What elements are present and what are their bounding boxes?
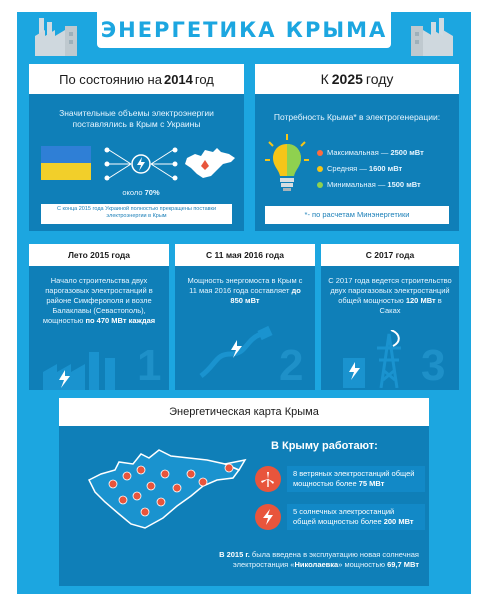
bottom-year: В 2015 г. (219, 550, 250, 559)
stage-3-text (327, 276, 453, 316)
stage-2-text (183, 276, 307, 306)
panel-2025-header (255, 64, 459, 94)
title-bar (97, 12, 391, 48)
share-prefix: около (122, 188, 145, 197)
stage-3-body: С 2017 года ведется строительство двух парогазовых электростанций общей мощностью (328, 276, 452, 305)
station-marker (147, 482, 155, 490)
bottom-middle: была введена в эксплуатацию новая солнечная электростанция « (232, 550, 419, 569)
station-marker (199, 478, 207, 486)
level-mid-dot (317, 166, 323, 172)
legend-wind (255, 466, 425, 492)
working-title: В Крыму работают: (271, 440, 378, 452)
share-value: 70% (144, 188, 160, 197)
level-mid (317, 164, 402, 173)
panel-2025-title-year: 2025 (331, 71, 363, 87)
level-min-label: Минимальная — (327, 180, 388, 189)
stage-1-title: Лето 2015 года (67, 250, 131, 260)
panel-2014-body: Значительные объемы электроэнергии поставлялись в Крым с Украины (59, 108, 214, 129)
energy-flow-icon (101, 144, 181, 184)
legend-wind-value: 75 МВт (358, 479, 385, 488)
wind-turbine-icon (255, 466, 281, 492)
panel-2014-title-year: 2014 (163, 71, 193, 87)
map-title: Энергетическая карта Крыма (169, 406, 319, 418)
level-mid-label: Средняя — (327, 164, 369, 173)
ukraine-flag-icon (41, 146, 91, 180)
panel-2025 (255, 64, 459, 231)
bottom-tail: » мощностью (338, 560, 388, 569)
stage-2-title: С 11 мая 2016 года (206, 250, 284, 260)
lightning-icon (255, 504, 281, 530)
legend-solar-text (287, 504, 425, 530)
panel-2014 (29, 64, 244, 231)
station-marker (133, 492, 141, 500)
panel-2025-footnote: *- по расчетам Минэнергетики (265, 206, 449, 224)
stage-card-1 (29, 244, 169, 390)
station-marker (141, 508, 149, 516)
panel-2025-title-suffix: году (365, 71, 394, 87)
panel-2014-title-suffix: год (194, 71, 214, 87)
power-cable-icon (197, 324, 275, 380)
legend-solar-prefix: 5 солнечных электростанций общей мощностью более (293, 507, 395, 526)
transmission-tower-icon (343, 330, 413, 388)
factory-right-icon (409, 16, 453, 56)
station-marker (109, 480, 117, 488)
stage-3-title: С 2017 года (365, 250, 415, 260)
crimea-map-icon (183, 146, 237, 182)
stage-1-body: Начало строительства двух парогазовых электростанций в районе Симферополя и возле Балаклавы (Севастополь), мощностью (42, 276, 153, 325)
stage-card-2 (175, 244, 315, 390)
level-max (317, 148, 424, 157)
legend-solar-value: 200 МВт (383, 517, 414, 526)
level-mid-value: 1600 мВт (368, 164, 403, 173)
station-marker (137, 466, 145, 474)
page-title: ЭНЕРГЕТИКА КРЫМА (100, 18, 388, 42)
stage-3-number: 3 (421, 341, 446, 390)
stage-3-header (321, 244, 459, 266)
legend-wind-text (287, 466, 425, 492)
legend-solar (255, 504, 425, 530)
stage-2-header (175, 244, 315, 266)
light-bulb-icon (265, 134, 309, 196)
stage-2-highlight: до 850 мВт (230, 286, 301, 305)
level-min (317, 180, 421, 189)
level-min-value: 1500 мВт (387, 180, 421, 189)
panel-2014-footnote: С конца 2015 года Украиной полностью прекращены поставки электроэнергии в Крым (41, 204, 232, 224)
stage-1-number: 1 (137, 341, 162, 390)
station-marker (157, 498, 165, 506)
stage-1-text (35, 276, 163, 326)
stage-1-header (29, 244, 169, 266)
power-plant-icon (43, 344, 123, 390)
level-max-label: Максимальная — (327, 148, 391, 157)
map-card (59, 398, 429, 586)
stage-2-number: 2 (279, 341, 304, 390)
station-marker (225, 464, 233, 472)
stage-2-body: Мощность энергомоста в Крым с 11 мая 2016 года составляет (187, 276, 303, 295)
station-marker (123, 472, 131, 480)
stage-card-3 (321, 244, 459, 390)
station-marker (173, 484, 181, 492)
bottom-value: 69,7 МВт (387, 560, 419, 569)
factory-left-icon (35, 16, 79, 56)
stage-3-tail: в Саках (379, 296, 442, 315)
share-label (111, 188, 171, 197)
crimea-energy-map (79, 440, 249, 536)
level-max-value: 2500 мВт (390, 148, 424, 157)
legend-wind-prefix: 8 ветряных электростанций общей мощностью более (293, 469, 415, 488)
infographic (17, 12, 471, 594)
panel-2025-subtitle: Потребность Крыма* в электрогенерации: (273, 112, 441, 122)
panel-2025-title-prefix: К (320, 71, 329, 87)
station-marker (119, 496, 127, 504)
bottom-station: Николаевка (294, 560, 339, 569)
level-min-dot (317, 182, 323, 188)
stage-1-highlight: по 470 МВт каждая (85, 316, 156, 325)
station-marker (187, 470, 195, 478)
stage-3-highlight: 120 МВт (405, 296, 436, 305)
level-max-dot (317, 150, 323, 156)
panel-2014-title-prefix: По состоянию на (59, 71, 162, 87)
map-header (59, 398, 429, 426)
map-bottom-note (219, 550, 419, 570)
panel-2014-header (29, 64, 244, 94)
station-marker (161, 470, 169, 478)
